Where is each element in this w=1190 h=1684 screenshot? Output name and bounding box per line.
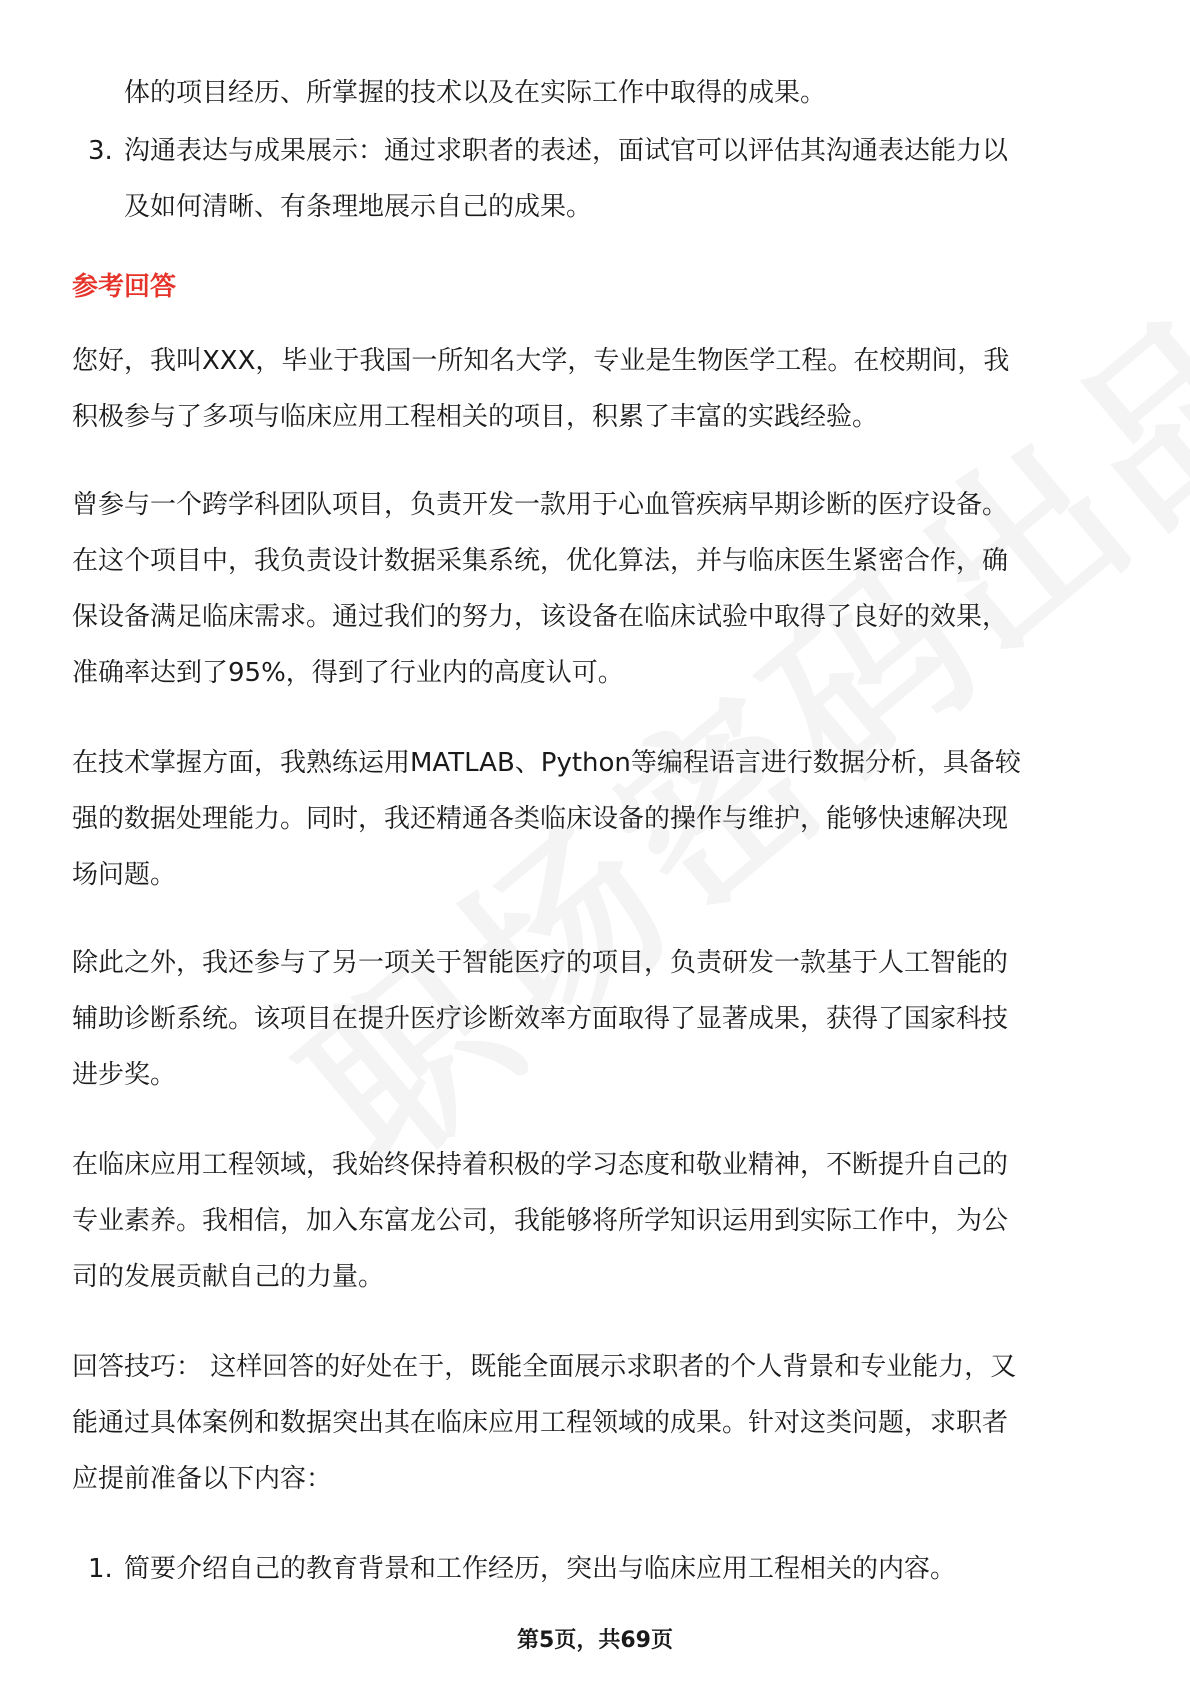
paragraph-2-line-3: 保设备满足临床需求。通过我们的努力，该设备在临床试验中取得了良好的效果， [72, 602, 1009, 632]
tips-line-3: 应提前准备以下内容： [72, 1464, 333, 1494]
list-item-3-line-1: 沟通表达与成果展示：通过求职者的表述，面试官可以评估其沟通表达能力以 [124, 136, 1009, 166]
paragraph-5-line-1: 在临床应用工程领域，我始终保持着积极的学习态度和敬业精神，不断提升自己的 [72, 1150, 1009, 1180]
paragraph-2-line-4: 准确率达到了95%，得到了行业内的高度认可。 [72, 658, 624, 688]
paragraph-1-line-2: 积极参与了多项与临床应用工程相关的项目，积累了丰富的实践经验。 [72, 402, 879, 432]
section-heading: 参考回答 [72, 272, 177, 302]
paragraph-5-line-2: 专业素养。我相信，加入东富龙公司，我能够将所学知识运用到实际工作中，为公 [72, 1206, 1009, 1236]
tips-line-1: 回答技巧： 这样回答的好处在于，既能全面展示求职者的个人背景和专业能力，又 [72, 1352, 1017, 1382]
list-item-1-marker: 1. [88, 1554, 113, 1584]
list-item-1-text: 简要介绍自己的教育背景和工作经历，突出与临床应用工程相关的内容。 [124, 1554, 957, 1584]
paragraph-2-line-2: 在这个项目中，我负责设计数据采集系统，优化算法，并与临床医生紧密合作，确 [72, 546, 1009, 576]
list-item-2-continuation: 体的项目经历、所掌握的技术以及在实际工作中取得的成果。 [124, 78, 827, 108]
paragraph-4-line-1: 除此之外，我还参与了另一项关于智能医疗的项目，负责研发一款基于人工智能的 [72, 948, 1009, 978]
paragraph-2-line-1: 曾参与一个跨学科团队项目，负责开发一款用于心血管疾病早期诊断的医疗设备。 [72, 490, 1009, 520]
list-item-3-marker: 3. [88, 136, 113, 166]
paragraph-1-line-1: 您好，我叫XXX，毕业于我国一所知名大学，专业是生物医学工程。在校期间，我 [72, 346, 1010, 376]
paragraph-4-line-2: 辅助诊断系统。该项目在提升医疗诊断效率方面取得了显著成果，获得了国家科技 [72, 1004, 1009, 1034]
page-footer: 第5页，共69页 [517, 1628, 673, 1653]
tips-line-2: 能通过具体案例和数据突出其在临床应用工程领域的成果。针对这类问题，求职者 [72, 1408, 1009, 1438]
paragraph-3-line-3: 场问题。 [72, 860, 177, 890]
paragraph-3-line-2: 强的数据处理能力。同时，我还精通各类临床设备的操作与维护，能够快速解决现 [72, 804, 1009, 834]
paragraph-4-line-3: 进步奖。 [72, 1060, 177, 1090]
paragraph-3-line-1: 在技术掌握方面，我熟练运用MATLAB、Python等编程语言进行数据分析，具备较 [72, 748, 1021, 778]
paragraph-5-line-3: 司的发展贡献自己的力量。 [72, 1262, 385, 1292]
list-item-3-line-2: 及如何清晰、有条理地展示自己的成果。 [124, 192, 593, 222]
